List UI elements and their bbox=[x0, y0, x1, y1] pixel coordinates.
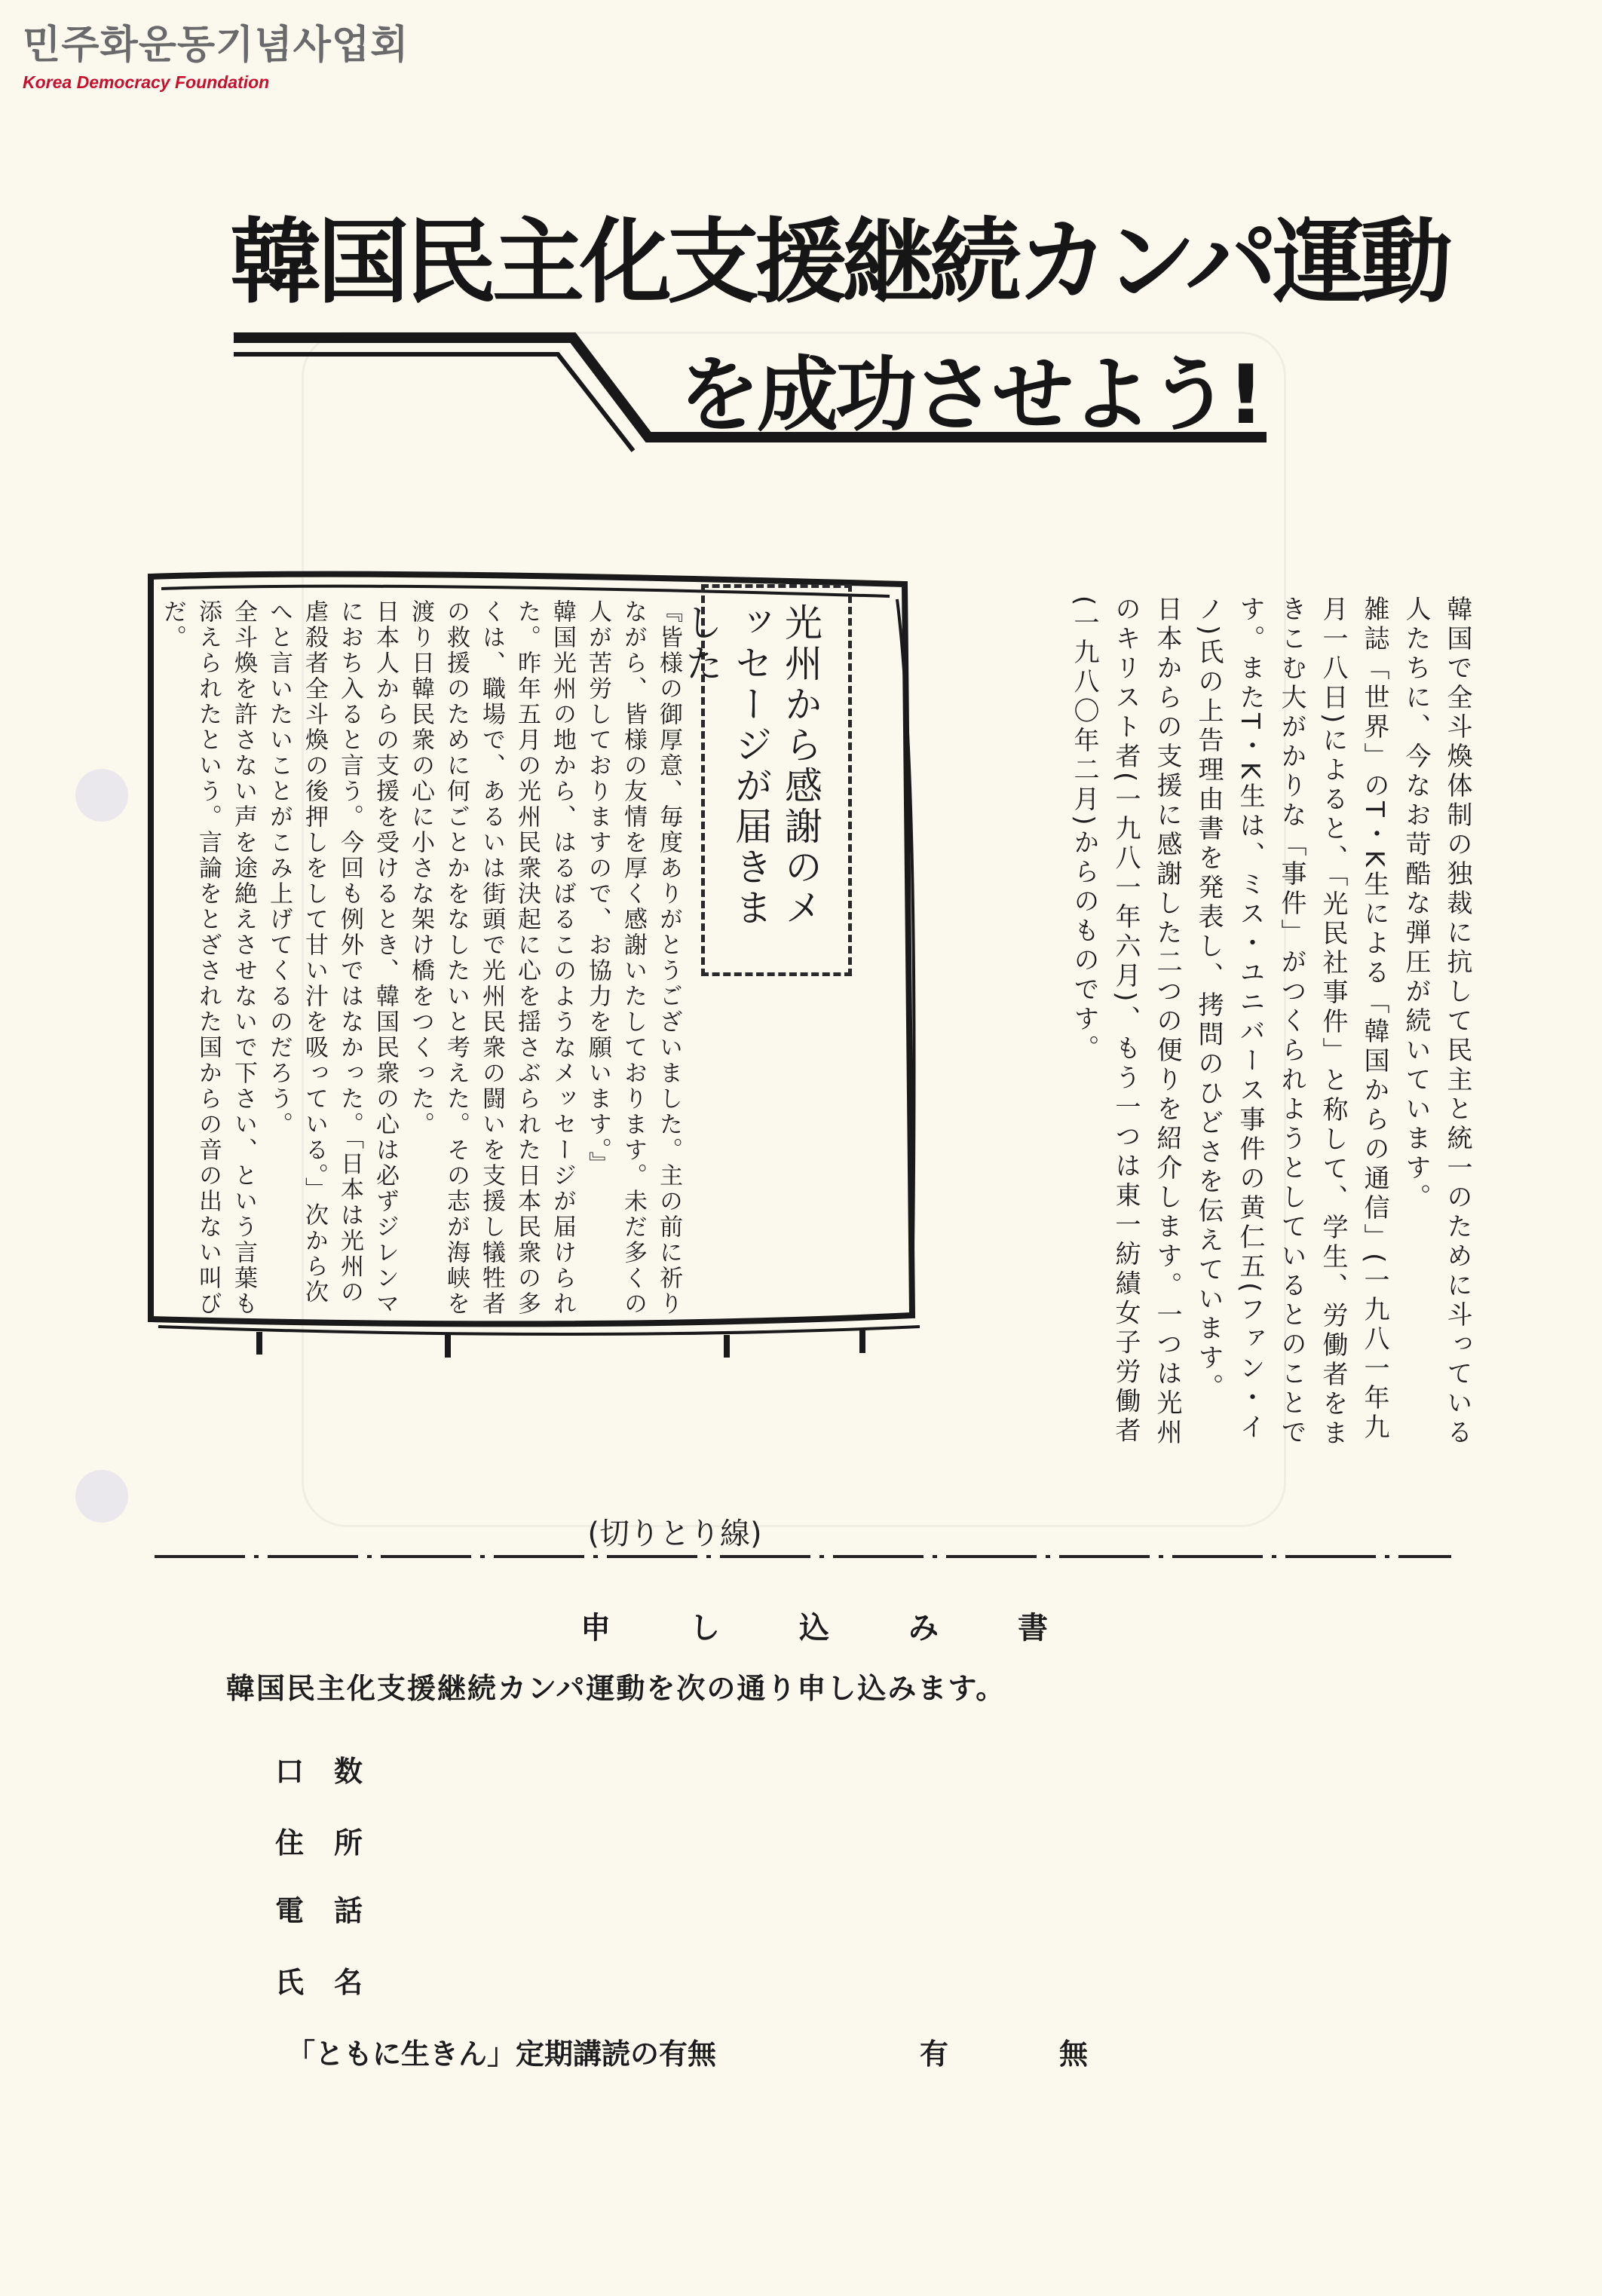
form-title-char: 書 bbox=[1018, 1611, 1048, 1645]
option-yes[interactable]: 有 bbox=[920, 2037, 949, 2071]
form-title-char: み bbox=[908, 1611, 939, 1645]
inner-article-title: 光州から感謝のメッセージが届きました bbox=[679, 603, 822, 929]
inner-quote: 『皆様の御厚意、毎度ありがとうございました。主の前に祈りながら、皆様の友情を厚く感謝いたしております。未だ多くの人が苦労しておりますので、お協力を願います。』 bbox=[584, 599, 682, 1317]
cut-line-label: (切りとり線) bbox=[587, 1517, 762, 1551]
inner-article-body bbox=[159, 599, 686, 1323]
form-title-char: 込 bbox=[799, 1611, 829, 1645]
headline-line2: を成功させよう! bbox=[678, 348, 1262, 442]
field-units[interactable]: 口数 bbox=[275, 1755, 394, 1788]
punch-hole-top bbox=[75, 769, 128, 822]
article-paragraph-1: 韓国で全斗煥体制の独裁に抗して民主と統一のために斗っている人たちに、今なお苛酷な弾圧が続いています。 bbox=[1401, 595, 1472, 1448]
form-title-char: 申 bbox=[580, 1611, 611, 1645]
logo-english-text: Korea Democracy Foundation bbox=[23, 72, 270, 92]
subscription-question: 「ともに生きん」定期講読の有無 bbox=[286, 2037, 717, 2071]
article-main-text bbox=[980, 595, 1478, 1455]
form-title bbox=[580, 1606, 1048, 1651]
article-paragraph-2: 雑誌「世界」のT・K生による「韓国からの通信」(一九八一年九月一八日)によると、「光民社事件」と称して、学生、労働者をまきこむ大がかりな「事件」がつくられようとしているとのことです。またT・K生は、ミス・ユニバース事件の黄仁五(ファン・イノ)氏の上告理由書を発表し、拷問のひどさを伝えています。 bbox=[1193, 595, 1389, 1450]
field-address[interactable]: 住所 bbox=[275, 1826, 394, 1860]
field-name[interactable]: 氏名 bbox=[275, 1966, 394, 1999]
option-no[interactable]: 無 bbox=[1059, 2037, 1089, 2071]
punch-hole-bottom bbox=[75, 1470, 128, 1523]
inner-paragraph-2: 日本人からの支援を受けるとき、韓国民衆の心は必ずジレンマにおち入ると言う。今回も例外ではなかった。「日本は光州の虐殺者全斗煥の後押しをして甘い汁を吸っている。」次から次へと言いたいことがこみ上げてくるのだろう。 bbox=[265, 599, 399, 1317]
form-intro: 韓国民主化支援継続カンパ運動を次の通り申し込みます。 bbox=[226, 1672, 1006, 1705]
logo-korean-text: 민주화운동기념사업회 bbox=[23, 23, 409, 68]
article-paragraph-3: 日本からの支援に感謝した二つの便りを紹介します。一つは光州のキリスト者(一九八一年六月)、もう一つは東一紡績女子労働者(一九八〇年二月)からのものです。 bbox=[1069, 595, 1182, 1448]
field-phone[interactable]: 電話 bbox=[275, 1894, 394, 1927]
inner-paragraph-1: 韓国光州の地から、はるばるこのようなメッセージが届けられた。昨年五月の光州民衆決起に心を揺さぶられた日本民衆の多くは、職場で、あるいは街頭で光州民衆の闘いを支援し犠牲者の救援のために何ごとかをなしたいと考えた。その志が海峡を渡り日韓民衆の心に小さな架け橋をつくった。 bbox=[407, 599, 576, 1317]
form-title-char: し bbox=[690, 1611, 720, 1645]
headline-line1: 韓国民主化支援継続カンパ運動 bbox=[230, 209, 1448, 316]
inner-paragraph-3: 全斗煥を許さない声を途絶えさせないで下さい、という言葉も添えられたという。言論をとざされた国からの音の出ない叫びだ。 bbox=[159, 599, 257, 1317]
foundation-logo bbox=[23, 23, 409, 106]
cut-line bbox=[155, 1549, 1451, 1564]
